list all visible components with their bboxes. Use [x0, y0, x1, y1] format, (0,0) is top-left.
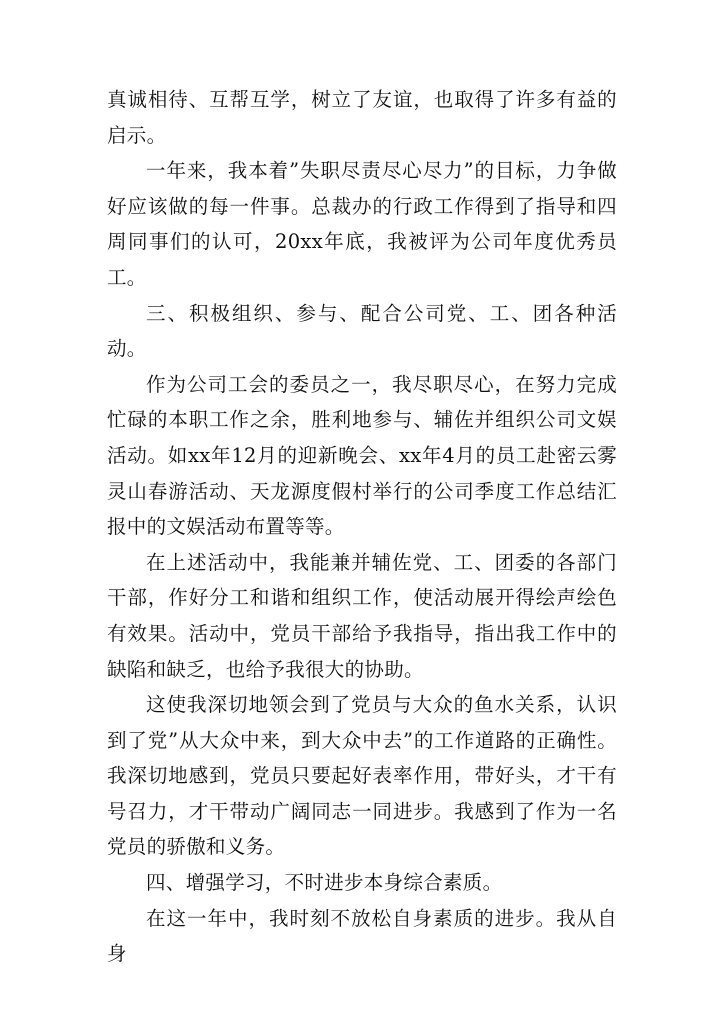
paragraph-1: 真诚相待、互帮互学，树立了友谊，也取得了许多有益的启示。 [107, 88, 617, 147]
paragraph-2: 一年来，我本着”失职尽责尽心尽力”的目标，力争做好应该做的每一件事。总裁办的行政工作得到了指导和四周同事们的认可，20xx年底，我被评为公司年度优秀员工。 [107, 159, 617, 289]
section-heading-3: 三、积极组织、参与、配合公司党、工、团各种活动。 [107, 301, 617, 361]
paragraph-6: 这使我深切地领会到了党员与大众的鱼水关系，认识到了党”从大众中来，到大众中去”的工作道路的正确性。我深切地感到，党员只要起好表率作用，带好头，才干有号召力，才干带动广阔同志一同进步。我感到了作为一名党员的骄傲和义务。 [107, 693, 617, 859]
body-text [107, 82, 617, 972]
section-heading-4: 四、增强学习，不时进步本身综合素质。 [146, 871, 503, 895]
paragraph-8: 在这一年中，我时刻不放松自身素质的进步。我从自身 [107, 906, 617, 966]
paragraph-5: 在上述活动中，我能兼并辅佐党、工、团委的各部门干部，作好分工和谐和组织工作，使活动展开得绘声绘色有效果。活动中，党员干部给予我指导，指出我工作中的缺陷和缺乏，也给予我很大的协助。 [107, 550, 617, 681]
paragraph-4: 作为公司工会的委员之一，我尽职尽心，在努力完成忙碌的本职工作之余，胜利地参与、辅佐并组织公司文娱活动。如xx年12月的迎新晚会、xx年4月的员工赴密云雾灵山春游活动、天龙源度假村举行的公司季度工作总结汇报中的文娱活动布置等等。 [107, 372, 617, 539]
